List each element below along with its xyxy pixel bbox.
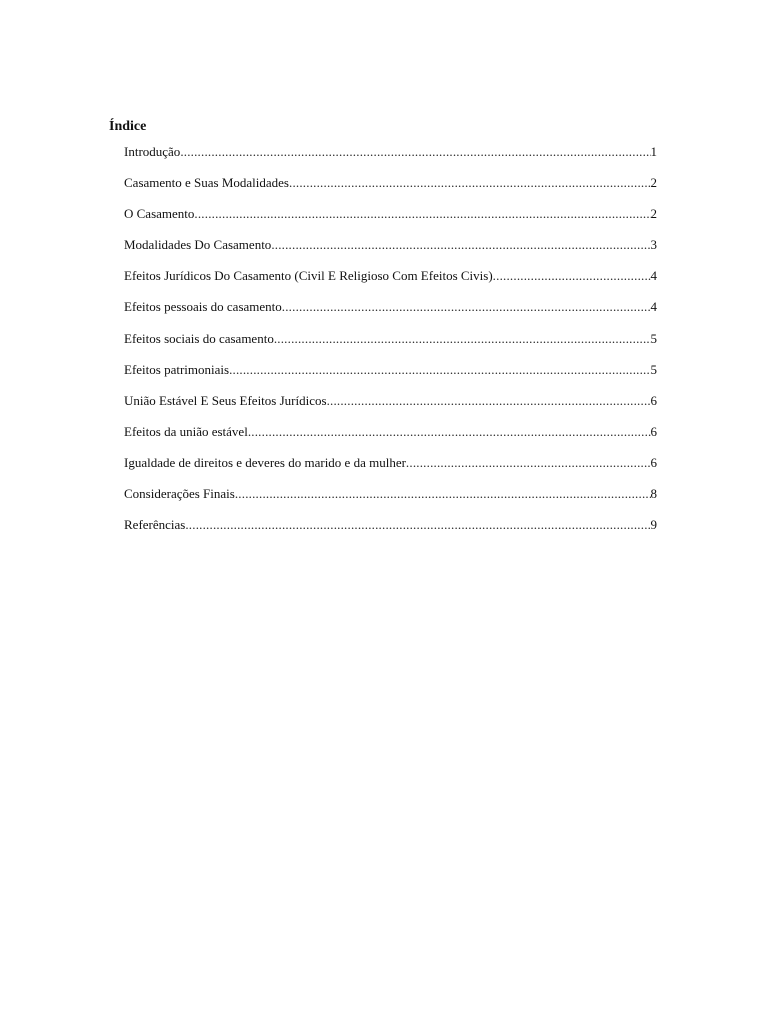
toc-entry-igualdade-de-direitos[interactable]	[124, 454, 657, 485]
toc-entry-label: Igualdade de direitos e deveres do marido e da mulher	[124, 454, 406, 470]
toc-entry-uniao-estavel[interactable]	[124, 392, 657, 423]
toc-entry-introducao[interactable]	[124, 143, 657, 174]
toc-page-number: 1	[650, 144, 657, 159]
dot-leader	[180, 143, 650, 161]
toc-entry-label: Efeitos Jurídicos Do Casamento (Civil E Religioso Com Efeitos Civis)	[124, 268, 493, 284]
toc-entry-efeitos-pessoais[interactable]	[124, 298, 657, 329]
toc-entry-efeitos-sociais[interactable]	[124, 330, 657, 361]
dot-leader	[271, 236, 650, 254]
toc-page-number: 6	[650, 423, 657, 439]
toc-entry-label: Casamento e Suas Modalidades	[124, 175, 289, 191]
toc-entry-consideracoes-finais[interactable]	[124, 485, 657, 516]
dot-leader	[185, 516, 650, 534]
toc-page-number: 2	[650, 175, 657, 191]
toc-entry-label: Efeitos sociais do casamento	[124, 330, 274, 346]
toc-entry-efeitos-juridicos-do-casamento[interactable]	[124, 267, 657, 298]
toc-entry-modalidades-do-casamento[interactable]	[124, 236, 657, 267]
toc-entry-label: Considerações Finais	[124, 486, 235, 502]
toc-entry-label: Modalidades Do Casamento	[124, 237, 272, 253]
dot-leader	[493, 267, 651, 285]
toc-page-number: 8	[650, 486, 657, 502]
dot-leader	[282, 298, 651, 316]
toc-entry-label: Efeitos da união estável	[124, 423, 248, 439]
toc-page-number: 6	[650, 454, 657, 470]
toc-page-number: 2	[650, 206, 657, 222]
dot-leader	[235, 485, 651, 503]
toc-entry-label: Introdução	[124, 144, 181, 159]
toc-page-number: 9	[650, 517, 657, 533]
toc-entry-label: Referências	[124, 517, 186, 533]
toc-entry-label: O Casamento	[124, 206, 195, 222]
dot-leader	[248, 423, 651, 441]
toc-page-number: 5	[650, 361, 657, 377]
toc-heading: Índice	[109, 119, 147, 134]
toc-entry-label: Efeitos pessoais do casamento	[124, 299, 282, 315]
toc-page-number: 4	[650, 268, 657, 284]
toc-page-number: 3	[650, 237, 657, 253]
toc-entry-o-casamento[interactable]	[124, 205, 657, 236]
toc-page-number: 6	[650, 392, 657, 408]
dot-leader	[194, 205, 650, 223]
table-of-contents	[124, 143, 657, 547]
dot-leader	[327, 392, 651, 410]
toc-page-number: 5	[650, 330, 657, 346]
toc-entry-efeitos-da-uniao-estavel[interactable]	[124, 423, 657, 454]
toc-entry-efeitos-patrimoniais[interactable]	[124, 361, 657, 392]
toc-entry-casamento-e-suas-modalidades[interactable]	[124, 174, 657, 205]
toc-entry-label: União Estável E Seus Efeitos Jurídicos	[124, 392, 327, 408]
dot-leader	[229, 361, 650, 379]
dot-leader	[289, 174, 651, 192]
toc-entry-referencias[interactable]	[124, 516, 657, 547]
toc-page-number: 4	[650, 299, 657, 315]
dot-leader	[406, 454, 651, 472]
dot-leader	[274, 330, 651, 348]
toc-entry-label: Efeitos patrimoniais	[124, 361, 230, 377]
